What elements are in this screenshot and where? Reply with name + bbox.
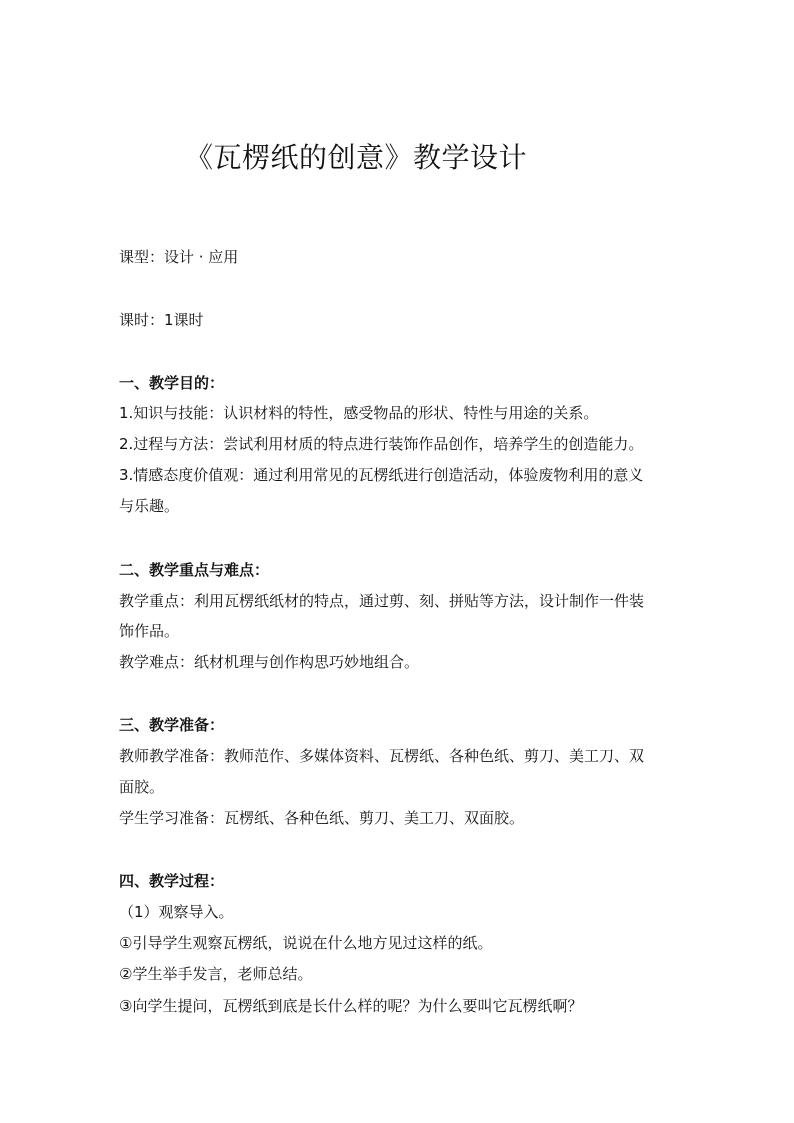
- student-preparation: 学生学习准备：瓦楞纸、各种色纸、剪刀、美工刀、双面胶。: [119, 809, 525, 827]
- section-heading-preparation: 三、教学准备：: [119, 716, 225, 734]
- section-heading-process: 四、教学过程：: [119, 872, 225, 890]
- teacher-preparation-line-1: 教师教学准备：教师范作、多媒体资料、瓦楞纸、各种色纸、剪刀、美工刀、双: [119, 747, 645, 765]
- objective-item-3-line-1: 3.情感态度价值观：通过利用常见的瓦楞纸进行创造活动，体验废物利用的意义: [119, 466, 644, 484]
- section-heading-objectives: 一、教学目的：: [119, 374, 225, 392]
- key-point-line-2: 饰作品。: [119, 622, 180, 640]
- objective-item-2: 2.过程与方法：尝试利用材质的特点进行装饰作品创作，培养学生的创造能力。: [119, 435, 644, 453]
- teacher-preparation-line-2: 面胶。: [119, 778, 165, 796]
- document-title: 《瓦楞纸的创意》教学设计: [185, 141, 528, 174]
- process-step-1-c: ③向学生提问，瓦楞纸到底是长什么样的呢？为什么要叫它瓦楞纸啊？: [119, 997, 583, 1015]
- process-step-1: （1）观察导入。: [119, 903, 234, 921]
- process-step-1-a: ①引导学生观察瓦楞纸，说说在什么地方见过这样的纸。: [119, 934, 493, 952]
- course-type: 课型：设计 · 应用: [119, 248, 239, 266]
- difficulty-point: 教学难点：纸材机理与创作构思巧妙地组合。: [119, 653, 420, 671]
- objective-item-3-line-2: 与乐趣。: [119, 497, 180, 515]
- course-hours: 课时：1课时: [119, 311, 204, 329]
- key-point-line-1: 教学重点：利用瓦楞纸纸材的特点，通过剪、刻、拼贴等方法，设计制作一件装: [119, 592, 645, 610]
- objective-item-1: 1.知识与技能：认识材料的特性，感受物品的形状、特性与用途的关系。: [119, 404, 599, 422]
- process-step-1-b: ②学生举手发言，老师总结。: [119, 965, 313, 983]
- section-heading-key-points: 二、教学重点与难点：: [119, 561, 270, 579]
